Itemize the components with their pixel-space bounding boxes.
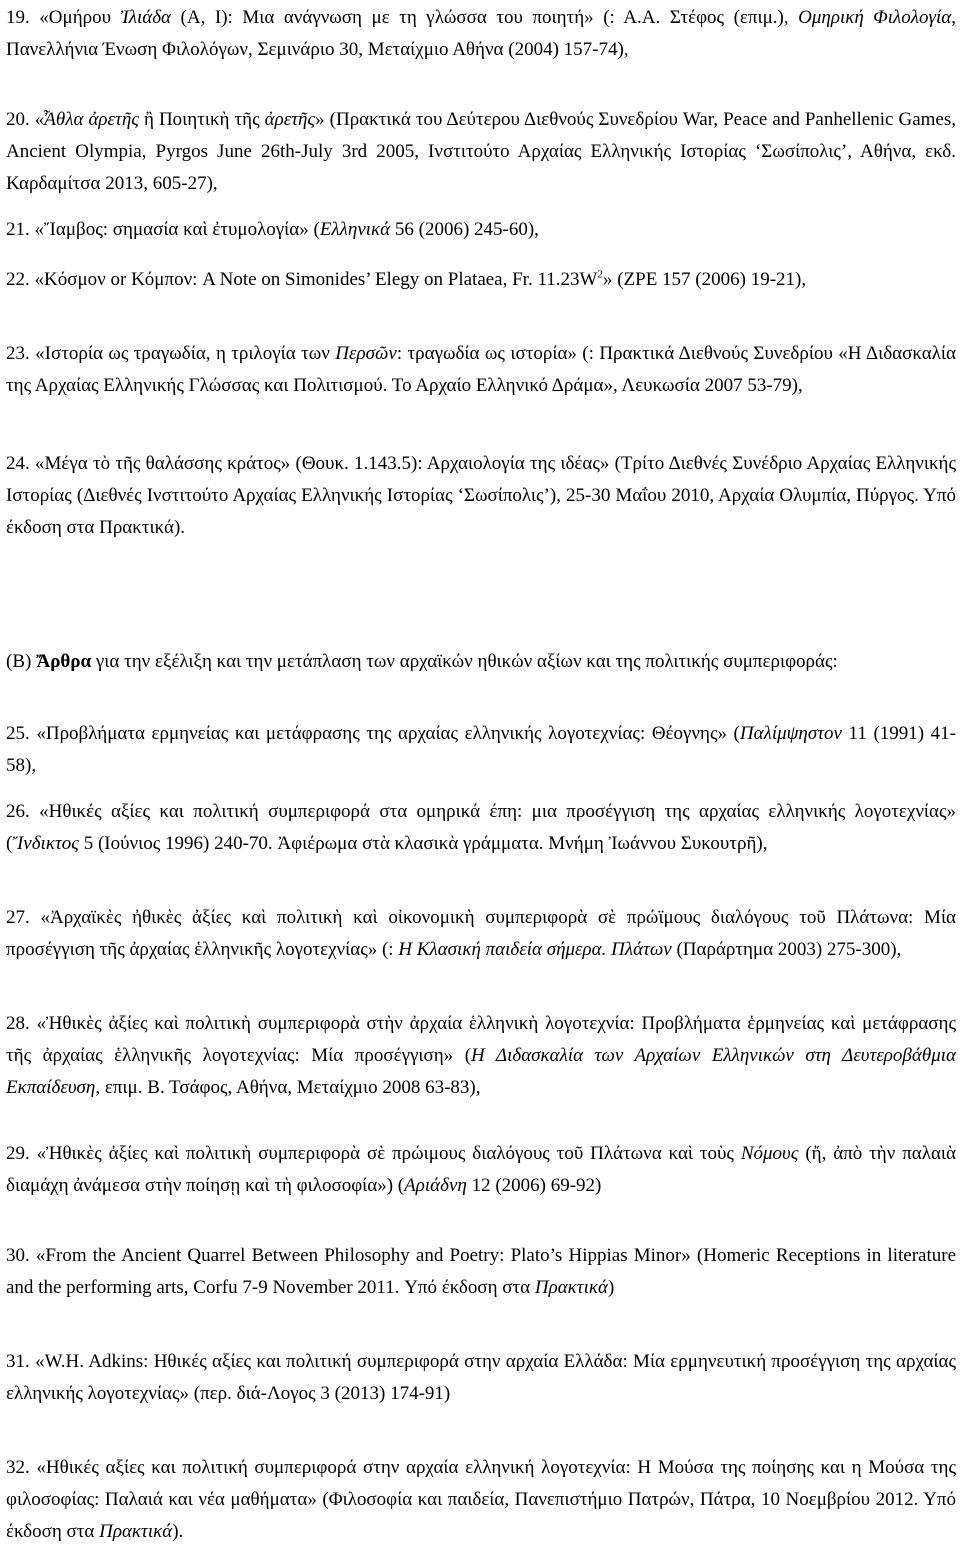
bibliography-entry (6, 1138, 956, 1202)
entry-text: ἢ Ποιητικὴ τῆς (138, 109, 265, 130)
section-heading (6, 646, 956, 678)
entry-text: «Ἴαμβος: σημασία καὶ ἐτυμολογία» ( (34, 219, 320, 240)
entry-number: 24. (6, 453, 30, 474)
entry-text: «Ιστορία ως τραγωδία, η τριλογία των (35, 343, 336, 364)
bibliography-entry (6, 2, 956, 66)
entry-text: ). (172, 1521, 184, 1542)
entry-text: (ἤ, ἀπὸ τὴν παλαιὰ διαμάχη ἀνάμεσα στὴν ποίησῃ καὶ τὴ φιλοσοφία») ( (6, 1143, 956, 1196)
italic-title: Παλίμψηστον (739, 723, 842, 744)
entry-number: 31. (6, 1351, 30, 1372)
entry-text: «Ηθικές αξίες και πολιτική συμπεριφορά στην αρχαία ελληνική λογοτεχνία: Η Μούσα της ποίησης και η Μούσα της φιλοσοφίας: Παλαιά και νέα μαθήματα» (Φιλοσοφία και παιδεία, Πανεπιστήμιο Πατρών, Πάτρα, 10 Νοεμβρίου 2012. Υπό έκδοση στα (6, 1457, 956, 1542)
entry-text: « (34, 109, 45, 130)
entry-text: , Πανελλήνια Ένωση Φιλολόγων, Σεμινάριο 30, Μεταίχμιο Αθήνα (2004) 157-74), (6, 7, 957, 60)
italic-title: Αριάδνη (404, 1175, 467, 1196)
entry-text: 11 (1991) 41-58), (6, 723, 957, 776)
bibliography-entry (6, 902, 956, 966)
entry-number: 19. (6, 7, 30, 28)
entry-text: ) (607, 1277, 615, 1298)
italic-title: Η Κλασική παιδεία σήμερα. Πλάτων (398, 939, 672, 960)
entry-text: : τραγωδία ως ιστορία» (: Πρακτικά Διεθνούς Συνεδρίου «Η Διδασκαλία της Αρχαίας Ελληνικής Γλώσσας και Πολιτισμού. Το Αρχαίο Ελληνικό Δράμα», Λευκωσία 2007 53-79), (6, 343, 956, 396)
entry-number: 29. (6, 1143, 30, 1164)
entry-number: 20. (6, 109, 30, 130)
italic-title: ἀρετῆς (264, 109, 316, 130)
entry-text: «Ἠθικὲς ἀξίες καὶ πολιτικὴ συμπεριφορὰ στὴν ἀρχαία ἑλληνικὴ λογοτεχνία: Προβλήματα ἑρμηνείας καὶ μετάφρασης τῆς ἀρχαίας ἑλληνικῆς λογοτεχνίας: Μία προσέγγιση» ( (6, 1013, 956, 1066)
entry-text: 12 (2006) 69-92) (466, 1175, 602, 1196)
entry-number: 32. (6, 1457, 30, 1478)
bibliography-entry (6, 718, 956, 782)
entry-number: 21. (6, 219, 30, 240)
bibliography-entry (6, 1240, 956, 1304)
italic-title: Ἴνδικτος (12, 833, 79, 854)
entry-text: για την εξέλιξη και την μετάπλαση των αρχαϊκών ηθικών αξίων και της πολιτικής συμπεριφοράς: (91, 651, 838, 672)
entry-number: 28. (6, 1013, 30, 1034)
bibliography-entry (6, 1452, 956, 1548)
entry-number: 23. (6, 343, 30, 364)
bibliography-entry (6, 448, 956, 544)
entry-text: «Ομήρου (39, 7, 121, 28)
entry-text: «Προβλήματα ερμηνείας και μετάφρασης της αρχαίας ελληνικής λογοτεχνίας: Θέογνης» ( (36, 723, 740, 744)
entry-text: 56 (2006) 245-60), (390, 219, 539, 240)
entry-text: «Κόσμον or Κόμπον: A Note on Simonides’ Elegy on Plataea, Fr. 11.23W (34, 269, 598, 290)
italic-title: Περσῶν (335, 343, 397, 364)
entry-number: 25. (6, 723, 30, 744)
italic-title: Ἰλιάδα (120, 7, 172, 28)
entry-text: , επιμ. Β. Τσάφος, Αθήνα, Μεταίχμιο 2008 63-83), (95, 1077, 481, 1098)
entry-number: 26. (6, 801, 30, 822)
bibliography-entry (6, 1346, 956, 1410)
entry-text: (Α, Ι): Μια ανάγνωση με τη γλώσσα του ποιητή» (: Α.Α. Στέφος (επιμ.), (171, 7, 799, 28)
entry-number: 30. (6, 1245, 30, 1266)
entry-number: 22. (6, 269, 30, 290)
entry-text: 5 (Ιούνιος 1996) 240-70. Ἀφιέρωμα στὰ κλασικὰ γράμματα. Μνήμη Ἰωάννου Συκουτρῆ), (78, 833, 768, 854)
italic-title: Ἆθλα ἀρετῆς (44, 109, 139, 130)
entry-text: «From the Ancient Quarrel Between Philosophy and Poetry: Plato’s Hippias Minor» (Homeric Receptions in literature and the performing arts, Corfu 7-9 November 2011. Υπό έκδοση στα (6, 1245, 957, 1298)
entry-text: «W.H. Adkins: Ηθικές αξίες και πολιτική συμπεριφορά στην αρχαία Ελλάδα: Μία ερμηνευτική προσέγγιση της αρχαίας ελληνικής λογοτεχνίας» (περ. διά-Λογος 3 (2013) 174-91) (6, 1351, 957, 1404)
bold-term: Ἄρθρα (36, 651, 92, 672)
entry-text: «Ἠθικὲς ἀξίες καὶ πολιτικὴ συμπεριφορὰ σὲ πρώιμους διαλόγους τοῦ Πλάτωνα καὶ τοὺς (36, 1143, 741, 1164)
entry-text: «Ηθικές αξίες και πολιτική συμπεριφορά στα ομηρικά έπη: μια προσέγγιση της αρχαίας ελληνικής λογοτεχνίας» ( (6, 801, 957, 854)
entry-text: 2 (597, 268, 603, 281)
entry-text: » (Πρακτικά του Δεύτερου Διεθνούς Συνεδρίου War, Peace and Panhellenic Games, Ancient Olympia, Pyrgos June 26th-July 3rd 2005, Ινστιτούτο Αρχαίας Ελληνικής Ιστορίας ‘Σωσίπολις’, Αθήνα, εκδ. Καρδαμίτσα 2013, 605-27), (6, 109, 957, 194)
italic-title: Ομηρική Φιλολογία (798, 7, 952, 28)
bibliography-entry (6, 264, 956, 296)
bibliography-entry (6, 338, 956, 402)
bibliography-entry (6, 104, 956, 200)
italic-title: Η Διδασκαλία των Αρχαίων Ελληνικών στη Δευτεροβάθμια Εκπαίδευση (6, 1045, 956, 1098)
italic-title: Νόμους (740, 1143, 799, 1164)
italic-title: Πρακτικά (534, 1277, 608, 1298)
bibliography-entry (6, 796, 956, 860)
italic-title: Ελληνικά (319, 219, 391, 240)
entry-text: «Ἀρχαϊκὲς ἠθικὲς ἀξίες καὶ πολιτικὴ καὶ οἰκονομικὴ συμπεριφορὰ σὲ πρώϊμους διαλόγους τοῦ Πλάτωνα: Μία προσέγγιση τῆς ἀρχαίας ἑλληνικῆς λογοτεχνίας» (: (6, 907, 957, 960)
bibliography-entry (6, 214, 956, 246)
entry-number: 27. (6, 907, 30, 928)
section-label: (Β) (6, 651, 32, 672)
bibliography-entry (6, 1008, 956, 1104)
italic-title: Πρακτικά (99, 1521, 173, 1542)
entry-text: (Παράρτημα 2003) 275-300), (671, 939, 902, 960)
entry-text: «Μέγα τὸ τῆς θαλάσσης κράτος» (Θουκ. 1.143.5): Αρχαιολογία της ιδέας» (Τρίτο Διεθνές Συνέδριο Αρχαίας Ελληνικής Ιστορίας (Διεθνές Ινστιτούτο Αρχαίας Ελληνικής Ιστορίας ‘Σωσίπολις’), 25-30 Μαΐου 2010, Αρχαία Ολυμπία, Πύργος. Υπό έκδοση στα Πρακτικά). (6, 453, 957, 538)
entry-text: » (ZPE 157 (2006) 19-21), (602, 269, 807, 290)
